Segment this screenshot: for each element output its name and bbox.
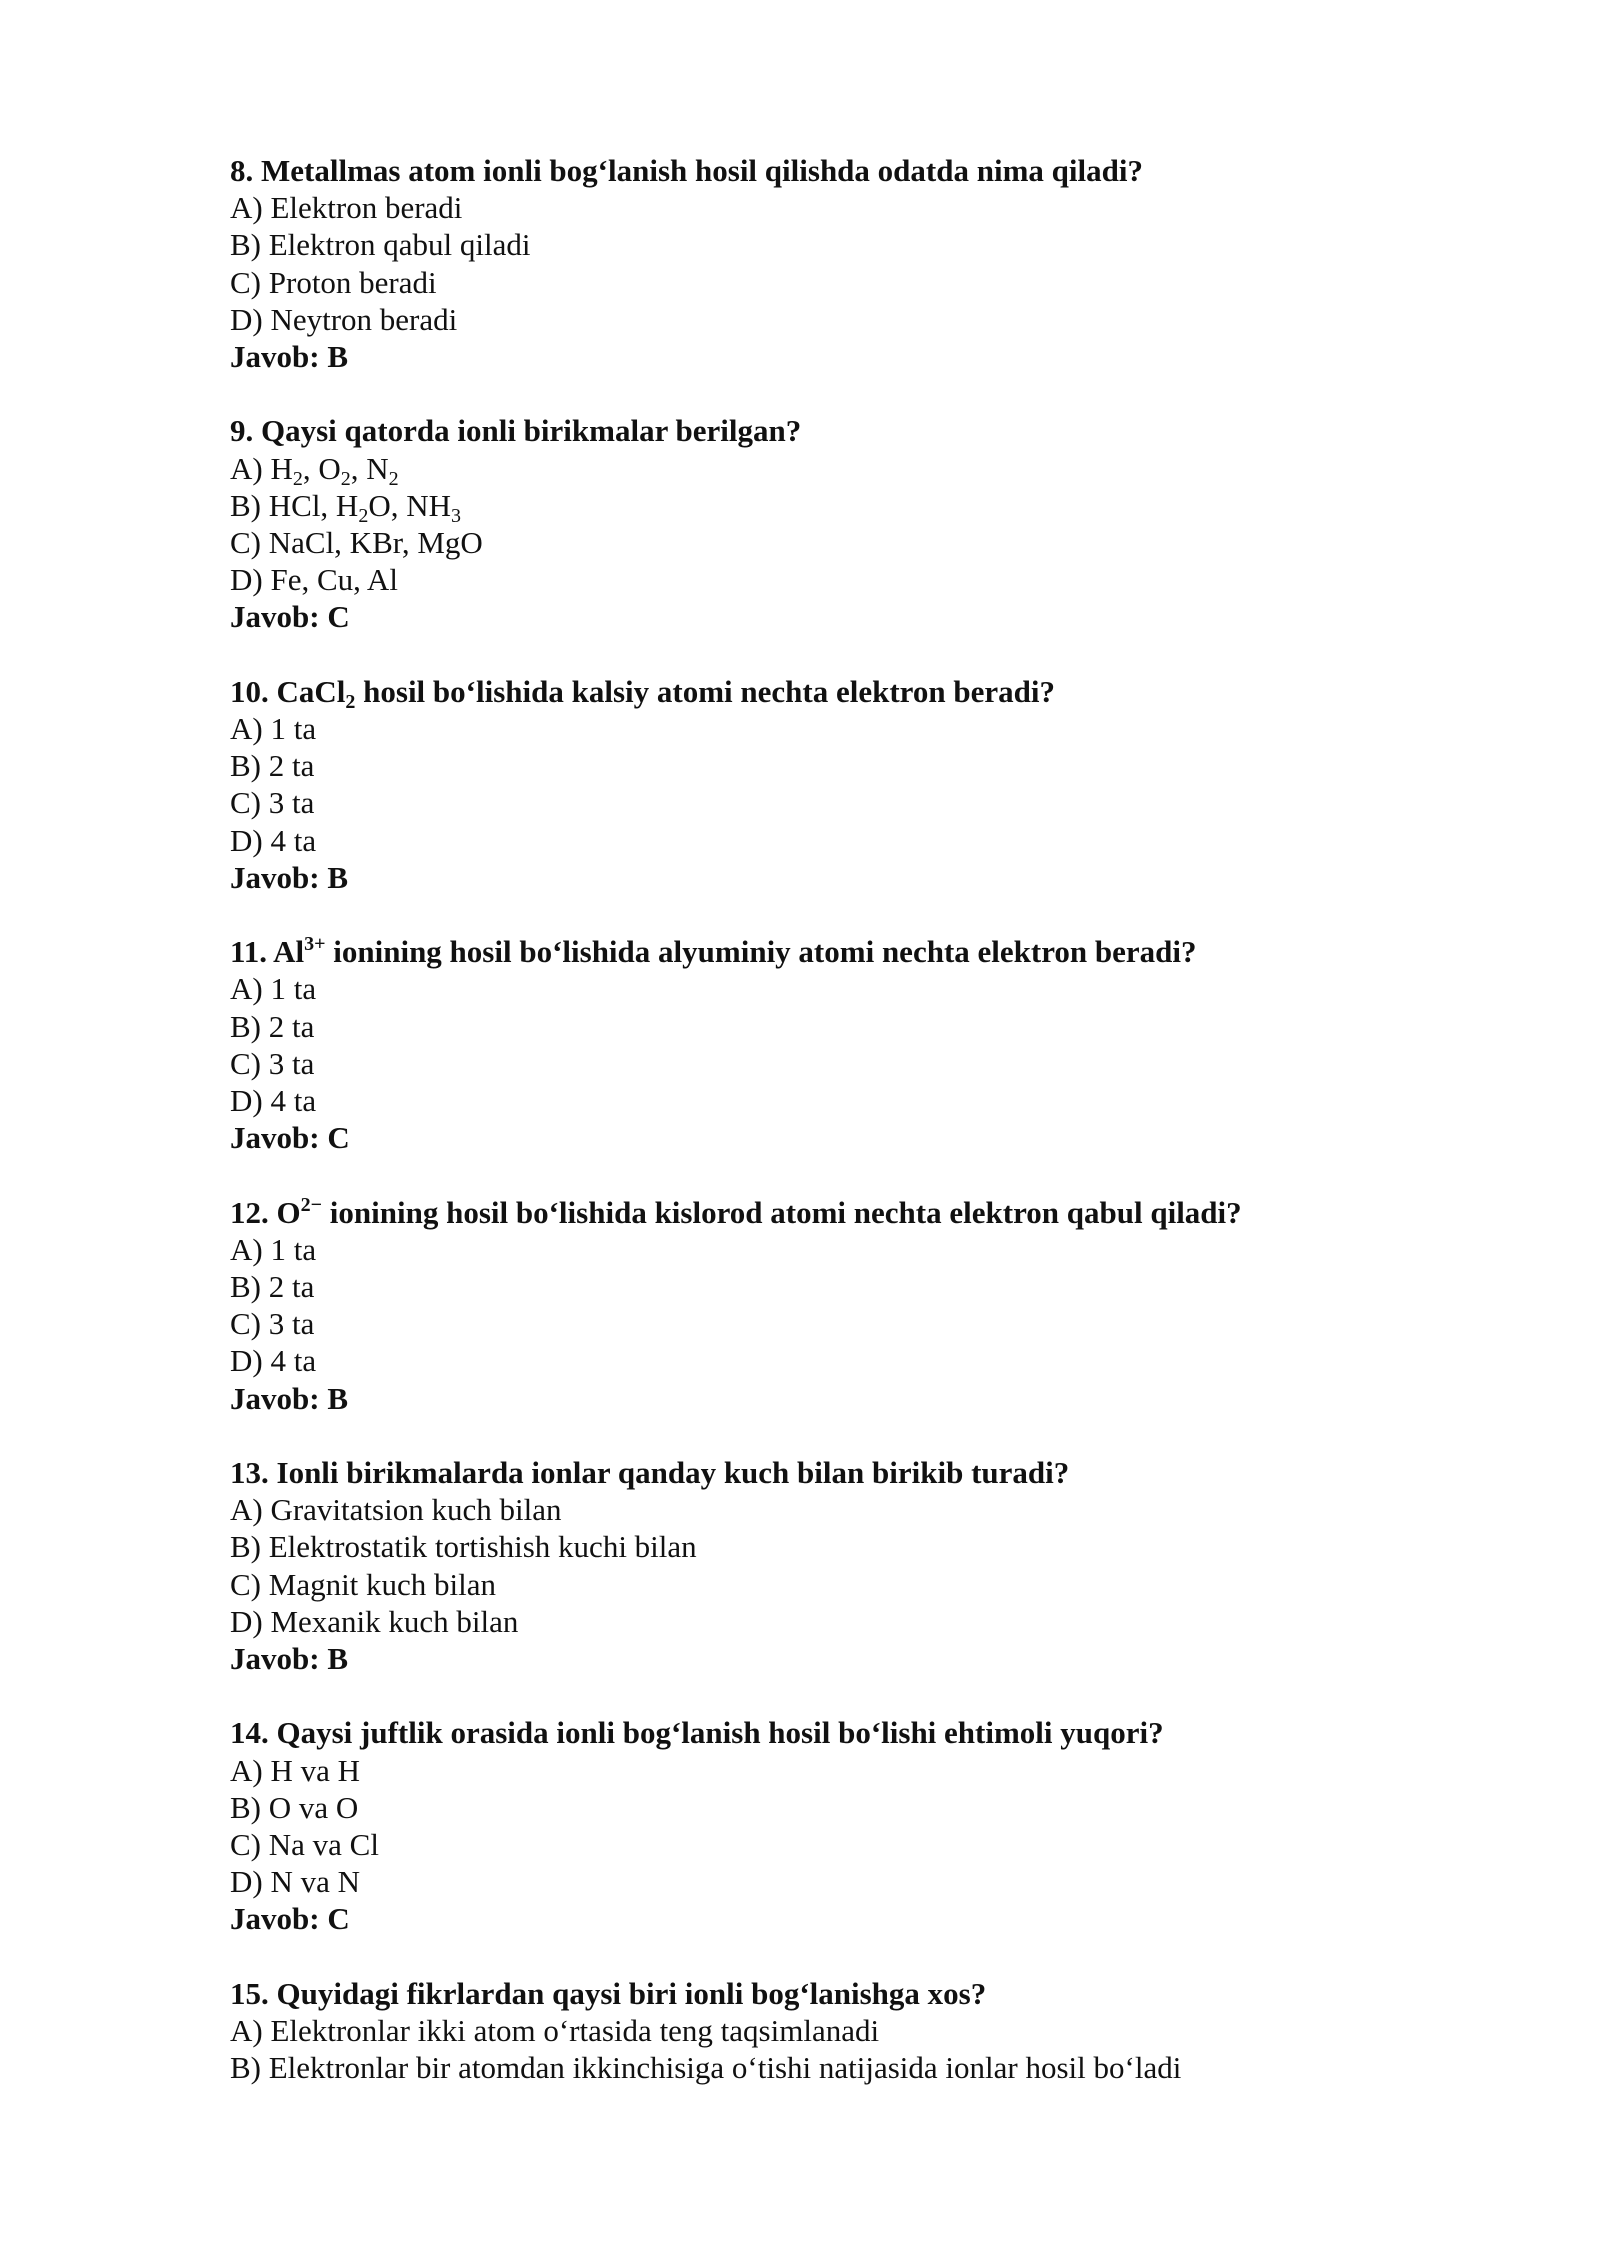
text-run: ionining hosil bo‘lishida alyuminiy atomi nechta elektron beradi? xyxy=(325,934,1197,970)
text-run: A) Elektron beradi xyxy=(230,190,463,226)
question-block xyxy=(230,1975,1430,2087)
text-run: C) Na va Cl xyxy=(230,1827,379,1863)
text-run: A) 1 ta xyxy=(230,971,317,1007)
answer-option xyxy=(230,784,1430,821)
text-run: B) Elektrostatik tortishish kuchi bilan xyxy=(230,1529,697,1565)
question-block xyxy=(230,152,1430,375)
question-block xyxy=(230,673,1430,896)
question-title xyxy=(230,673,1430,713)
text-run: C) 3 ta xyxy=(230,1045,315,1081)
answer-option xyxy=(230,1789,1430,1826)
answer-option xyxy=(230,1342,1430,1379)
text-run: D) Fe, Cu, Al xyxy=(230,562,398,598)
answer-option xyxy=(230,2049,1430,2086)
answer-option xyxy=(230,1528,1430,1565)
text-run: B) 2 ta xyxy=(230,748,315,784)
answer-option xyxy=(230,1045,1430,1082)
text-run: C) Proton beradi xyxy=(230,264,437,300)
answer-key: Javob: B xyxy=(230,1641,348,1677)
answer-key: Javob: C xyxy=(230,599,350,635)
text-run: 11. Al xyxy=(230,934,305,970)
answer-option xyxy=(230,189,1430,226)
answer-option xyxy=(230,487,1430,527)
text-run: ionining hosil bo‘lishida kislorod atomi nechta elektron qabul qiladi? xyxy=(322,1194,1242,1230)
answer-key: Javob: C xyxy=(230,1120,350,1156)
answer-option xyxy=(230,1826,1430,1863)
text-run: D) 4 ta xyxy=(230,822,317,858)
answer-key: Javob: B xyxy=(230,339,348,375)
subscript: 2 xyxy=(388,467,399,490)
answer-option xyxy=(230,1566,1430,1603)
question-title xyxy=(230,1714,1430,1751)
text-run: 9. Qaysi qatorda ionli birikmalar berilgan? xyxy=(230,413,802,449)
answer-option xyxy=(230,1603,1430,1640)
text-run: A) H xyxy=(230,450,293,486)
question-block xyxy=(230,1194,1430,1417)
answer-option xyxy=(230,1231,1430,1268)
text-run: A) Gravitatsion kuch bilan xyxy=(230,1492,562,1528)
question-title xyxy=(230,152,1430,189)
text-run: B) Elektronlar bir atomdan ikkinchisiga o‘tishi natijasida ionlar hosil bo‘ladi xyxy=(230,2050,1182,2086)
subscript: 2 xyxy=(345,690,356,713)
question-title xyxy=(230,933,1430,970)
answer-option xyxy=(230,226,1430,263)
text-run: , N xyxy=(350,450,389,486)
text-run: D) Mexanik kuch bilan xyxy=(230,1603,519,1639)
text-run: 10. CaCl xyxy=(230,673,346,709)
answer-option xyxy=(230,1008,1430,1045)
question-block xyxy=(230,933,1430,1156)
answer-option xyxy=(230,264,1430,301)
answer-option xyxy=(230,970,1430,1007)
answer-option xyxy=(230,1863,1430,1900)
superscript: 2− xyxy=(300,1193,323,1216)
question-title xyxy=(230,1194,1430,1231)
subscript: 2 xyxy=(340,467,351,490)
question-title xyxy=(230,1975,1430,2012)
text-run: 15. Quyidagi fikrlardan qaysi biri ionli bog‘lanishga xos? xyxy=(230,1975,987,2011)
text-run: D) 4 ta xyxy=(230,1083,317,1119)
answer-option xyxy=(230,301,1430,338)
text-run: 12. O xyxy=(230,1194,301,1230)
question-title xyxy=(230,1454,1430,1491)
text-run: 14. Qaysi juftlik orasida ionli bog‘lanish hosil bo‘lishi ehtimoli yuqori? xyxy=(230,1715,1164,1751)
answer-option xyxy=(230,561,1430,598)
text-run: , O xyxy=(302,450,341,486)
text-run: B) 2 ta xyxy=(230,1269,315,1305)
text-run: B) HCl, H xyxy=(230,487,359,523)
answer-option xyxy=(230,524,1430,561)
answer-key: Javob: C xyxy=(230,1901,350,1937)
superscript: 3+ xyxy=(304,933,326,956)
text-run: hosil bo‘lishida kalsiy atomi nechta elektron beradi? xyxy=(355,673,1055,709)
subscript: 2 xyxy=(292,467,303,490)
text-run: C) 3 ta xyxy=(230,785,315,821)
text-run: C) Magnit kuch bilan xyxy=(230,1566,497,1602)
text-run: A) 1 ta xyxy=(230,1231,317,1267)
question-block xyxy=(230,412,1430,635)
answer-option xyxy=(230,747,1430,784)
text-run: A) Elektronlar ikki atom o‘rtasida teng taqsimlanadi xyxy=(230,2013,880,2049)
text-run: A) H va H xyxy=(230,1752,360,1788)
question-title xyxy=(230,412,1430,449)
answer-option xyxy=(230,1752,1430,1789)
subscript: 3 xyxy=(451,504,461,527)
answer-key: Javob: B xyxy=(230,859,348,895)
answer-key: Javob: B xyxy=(230,1380,348,1416)
answer-option xyxy=(230,1305,1430,1342)
text-run: O, NH xyxy=(368,487,451,523)
text-run: B) O va O xyxy=(230,1789,359,1825)
text-run: 8. Metallmas atom ionli bog‘lanish hosil qilishda odatda nima qiladi? xyxy=(230,153,1143,188)
subscript: 2 xyxy=(358,504,369,527)
answer-option xyxy=(230,450,1430,490)
text-run: D) N va N xyxy=(230,1864,360,1900)
text-run: B) Elektron qabul qiladi xyxy=(230,227,531,263)
question-block xyxy=(230,1454,1430,1677)
text-run: C) 3 ta xyxy=(230,1306,315,1342)
answer-option xyxy=(230,1491,1430,1528)
text-run: 13. Ionli birikmalarda ionlar qanday kuch bilan birikib turadi? xyxy=(230,1455,1070,1491)
question-block xyxy=(230,1714,1430,1937)
document-page xyxy=(230,152,1430,2124)
answer-option xyxy=(230,710,1430,747)
answer-option xyxy=(230,1082,1430,1119)
answer-option xyxy=(230,822,1430,859)
text-run: B) 2 ta xyxy=(230,1008,315,1044)
answer-option xyxy=(230,1268,1430,1305)
text-run: D) 4 ta xyxy=(230,1343,317,1379)
answer-option xyxy=(230,2012,1430,2049)
text-run: D) Neytron beradi xyxy=(230,301,458,337)
text-run: A) 1 ta xyxy=(230,711,317,747)
text-run: C) NaCl, KBr, MgO xyxy=(230,525,483,561)
